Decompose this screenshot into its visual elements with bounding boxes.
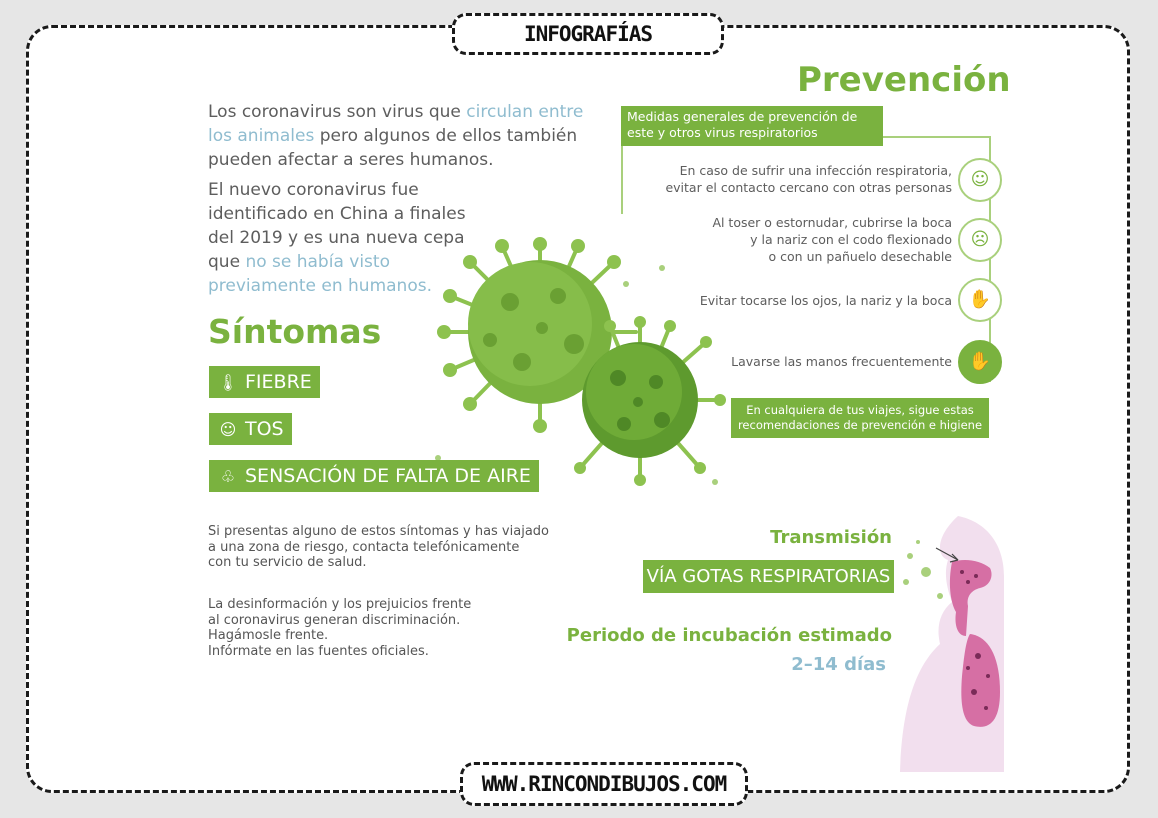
symptom-shortness-of-breath: ♧ SENSACIÓN DE FALTA DE AIRE (209, 460, 539, 492)
incubation-label: Periodo de incubación estimado (566, 625, 892, 646)
transmission-title: Transmisión (770, 527, 892, 548)
prevention-heading-box: Medidas generales de prevención de este y otros virus respiratorios (621, 106, 883, 146)
hand-wash-icon: ✋ (958, 340, 1002, 384)
intro-highlight-2: no se había visto previamente en humanos. (208, 252, 432, 296)
sneeze-icon: ☹ (958, 218, 1002, 262)
prevention-item-hand-wash: Lavarse las manos frecuentemente (731, 354, 952, 369)
prevention-connector-left (621, 146, 623, 214)
travel-note: Si presentas alguno de estos síntomas y has viajado a una zona de riesgo, contacta telefónicamente con tu servicio de salud. (208, 524, 549, 570)
prevention-item-distance: En caso de sufrir una infección respiratoria, evitar el contacto cercano con otras personas (665, 163, 952, 195)
footer-url[interactable]: WWW.RINCONDIBUJOS.COM (460, 762, 748, 806)
misinformation-note: La desinformación y los prejuicios frente al coronavirus generan discriminación. Hagámosle frente. Infórmate en las fuentes oficiales. (208, 597, 472, 659)
header-tag: INFOGRAFÍAS (452, 13, 724, 55)
transmission-mode-badge: VÍA GOTAS RESPIRATORIAS (643, 560, 894, 593)
intro-paragraph-2: El nuevo coronavirus fue identificado en China a finales del 2019 y es una nueva cepa que no se había visto previamente en humanos. (208, 180, 466, 296)
thermometer-icon: 🌡 (217, 373, 239, 392)
lungs-icon: ♧ (220, 467, 236, 486)
prevention-item-cover-cough: Al toser o estornudar, cubrirse la boca y la nariz con el codo flexionado o con un pañuelo desechable (712, 215, 952, 264)
symptoms-title: Síntomas (208, 312, 382, 351)
incubation-value: 2–14 días (791, 654, 886, 675)
respiratory-illustration (896, 516, 1006, 772)
intro-paragraph-1: Los coronavirus son virus que circulan entre los animales pero algunos de ellos también pueden afectar a seres humanos. (208, 102, 584, 170)
symptom-fever: 🌡 FIEBRE (209, 366, 320, 398)
face-touch-icon: ✋ (958, 278, 1002, 322)
travel-tip-box: En cualquiera de tus viajes, sigue estas recomendaciones de prevención e higiene (731, 398, 989, 438)
symptom-cough: ☺ TOS (209, 413, 292, 445)
prevention-item-face-touch: Evitar tocarse los ojos, la nariz y la boca (699, 293, 952, 308)
prevention-connector-top (883, 136, 991, 138)
distance-icon: ☺ (958, 158, 1002, 202)
prevention-title: Prevención (797, 60, 1011, 100)
intro-highlight-1: circulan entre los animales (208, 102, 584, 146)
cough-icon: ☺ (219, 420, 237, 439)
